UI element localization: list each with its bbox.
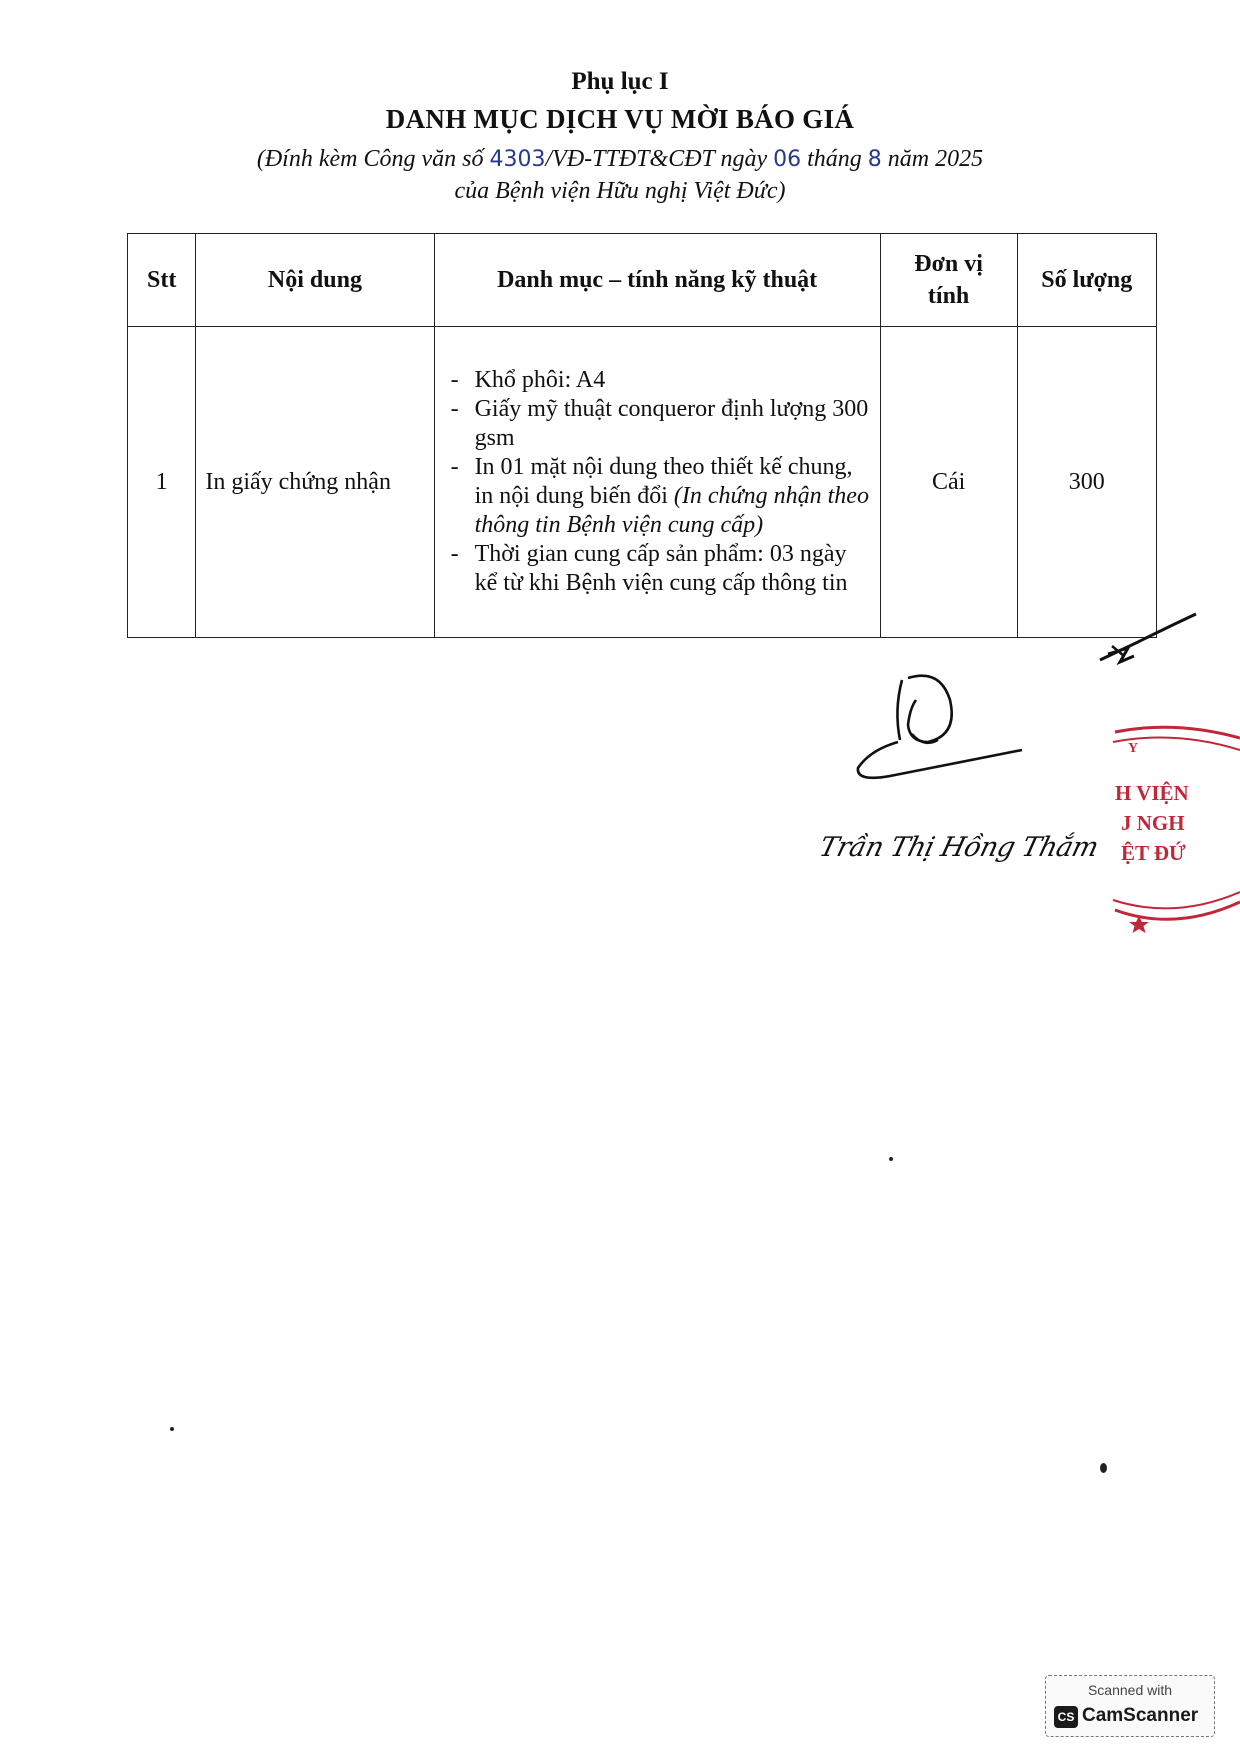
cell-content: In giấy chứng nhận (196, 327, 434, 638)
official-stamp (1105, 720, 1240, 940)
scan-speck (889, 1157, 893, 1161)
header-content: Nội dung (196, 234, 434, 327)
header-unit-line-2: tính (927, 283, 970, 309)
scan-speck (170, 1427, 174, 1431)
attachment-prefix: (Đính kèm Công văn số (256, 146, 490, 172)
table-header-row (128, 234, 1157, 327)
handwritten-month: 8 (867, 147, 882, 172)
attachment-note-line-2: của Bệnh viện Hữu nghị Việt Đức) (454, 178, 786, 204)
cell-unit: Cái (880, 327, 1017, 638)
cell-spec (434, 327, 880, 638)
signer-name: Trần Thị Hồng Thắm (816, 832, 1102, 863)
initials-mark (1098, 612, 1198, 672)
watermark-brand: CamScanner (1082, 1705, 1199, 1726)
spec-item: - Khổ phôi: A4 (443, 366, 872, 395)
spec-item (443, 453, 872, 540)
camscanner-logo-icon: CS (1054, 1706, 1078, 1728)
table-row (128, 327, 1157, 638)
appendix-label: Phụ lục I (571, 68, 669, 95)
signature-graphic (850, 670, 1030, 790)
header-spec: Danh mục – tính năng kỹ thuật (434, 234, 880, 327)
stamp-line-1: H VIỆN (1115, 781, 1189, 805)
watermark-scanned-with: Scanned with (1087, 1682, 1173, 1698)
header-qty: Số lượng (1017, 234, 1156, 327)
header-unit (880, 234, 1017, 327)
header-unit-line-1: Đơn vị (914, 250, 983, 277)
camscanner-watermark (1045, 1675, 1215, 1737)
attachment-mid-1: /VĐ-TTĐT&CĐT ngày (545, 146, 774, 172)
stamp-line-3: ỆT ĐỨ (1121, 841, 1186, 865)
document-title: DANH MỤC DỊCH VỤ MỜI BÁO GIÁ (385, 104, 855, 134)
spec-item: - Giấy mỹ thuật conqueror định lượng 300 gsm (443, 395, 872, 453)
header-stt: Stt (128, 234, 196, 327)
handwritten-day: 06 (773, 147, 802, 172)
stamp-line-2: J NGH (1121, 811, 1185, 835)
scan-speck (1100, 1463, 1107, 1473)
stamp-top-letter: Y (1128, 741, 1139, 756)
spec-list (443, 366, 872, 598)
service-table (127, 233, 1157, 638)
spec-item: - Thời gian cung cấp sản phẩm: 03 ngày kể từ khi Bệnh viện cung cấp thông tin (443, 540, 872, 598)
attachment-suffix: năm 2025 (881, 146, 984, 172)
cell-qty: 300 (1017, 327, 1156, 638)
handwritten-doc-number: 4303 (489, 147, 546, 172)
spec-item-text: In 01 mặt nội dung theo thiết kế chung, in nội dung biến đổi (474, 454, 853, 509)
attachment-note (0, 146, 1240, 173)
spec-item-italic: (In chứng nhận theo thông tin Bệnh viện cung cấp) (474, 483, 869, 538)
cell-stt: 1 (128, 327, 196, 638)
attachment-mid-2: tháng (801, 146, 868, 172)
